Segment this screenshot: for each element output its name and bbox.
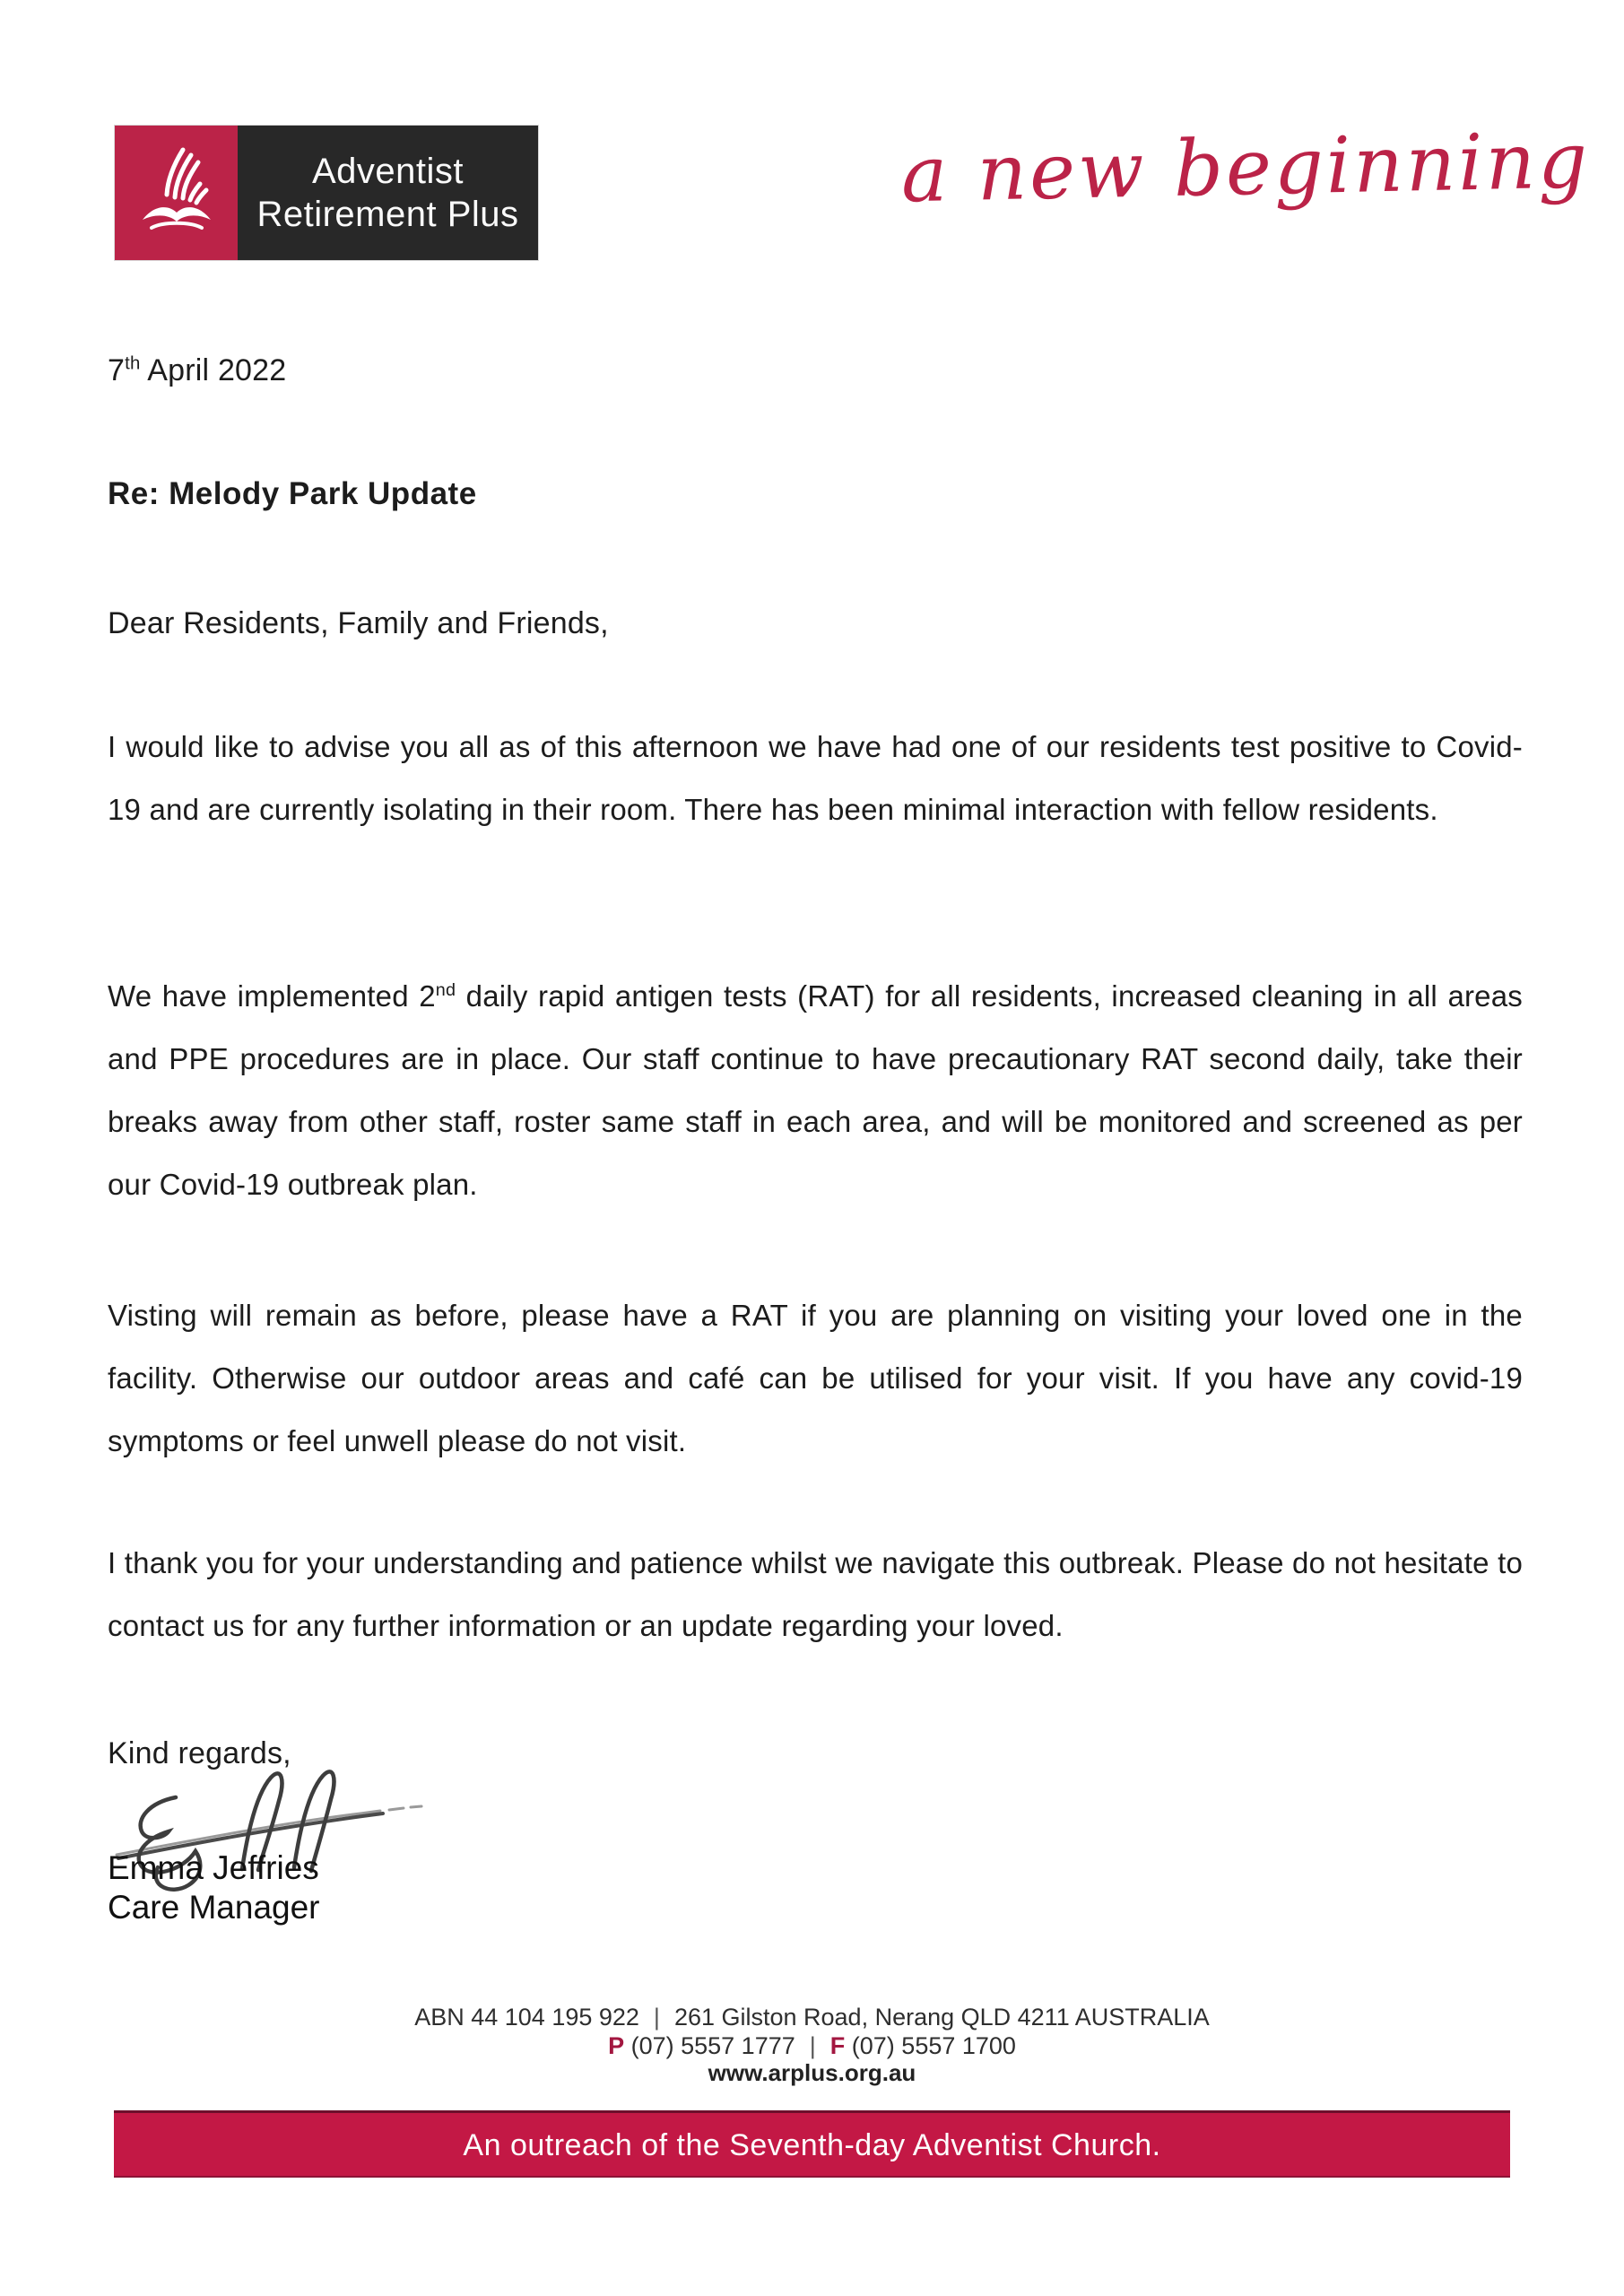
- street-address: 261 Gilston Road, Nerang QLD 4211 AUSTRALIA: [673, 2004, 1210, 2031]
- salutation: Dear Residents, Family and Friends,: [108, 606, 609, 640]
- logo-line2: Retirement Plus: [256, 195, 519, 234]
- footer-separator: |: [809, 2032, 816, 2059]
- signer-name: Emma Jeffries: [108, 1849, 319, 1886]
- phone-label: P: [608, 2032, 625, 2059]
- paragraph-2: [108, 965, 1523, 1216]
- tagline-script: a new beginning: [900, 116, 1592, 221]
- logo-line1: Adventist: [311, 152, 465, 191]
- footer-abn-address: [0, 2004, 1624, 2031]
- paragraph-2-superscript: nd: [435, 980, 456, 1000]
- outreach-banner: An outreach of the Seventh-day Adventist Church.: [114, 2110, 1510, 2178]
- subject-line: Re: Melody Park Update: [108, 476, 477, 511]
- fax-number: (07) 5557 1700: [851, 2032, 1016, 2059]
- date-rest: April 2022: [140, 353, 287, 387]
- phone-number: (07) 5557 1777: [630, 2032, 795, 2059]
- fax-label: F: [829, 2032, 846, 2059]
- date-day: 7: [108, 353, 126, 387]
- letter-date: [108, 339, 286, 402]
- logo-wordmark: [238, 126, 538, 260]
- paragraph-2-pre: We have implemented 2: [108, 979, 436, 1013]
- footer-phone-fax: [0, 2032, 1624, 2060]
- paragraph-1: I would like to advise you all as of this afternoon we have had one of our residents test positive to Covid-19 and are currently isolating in their room. There has been minimal interaction with fellow residents.: [108, 730, 1523, 826]
- abn-number: ABN 44 104 195 922: [414, 2004, 639, 2031]
- adventist-flame-book-icon: [115, 126, 238, 260]
- closing-line: Kind regards,: [108, 1736, 291, 1770]
- date-ordinal: th: [125, 353, 141, 374]
- paragraph-2-post: daily rapid antigen tests (RAT) for all residents, increased cleaning in all areas and PPE procedures are in place. Our staff continue to have precautionary RAT second daily, take their breaks away from other staff, roster same staff in each area, and will be monitored and screened as per our Covid-19 outbreak plan.: [108, 979, 1523, 1201]
- footer-website: www.arplus.org.au: [708, 2059, 916, 2086]
- paragraph-4: I thank you for your understanding and patience whilst we navigate this outbreak. Please do not hesitate to contact us for any further information or an update regarding your loved.: [108, 1546, 1523, 1642]
- signer-title: Care Manager: [108, 1889, 320, 1926]
- paragraph-3: Visting will remain as before, please have a RAT if you are planning on visiting your loved one in the facility. Otherwise our outdoor areas and café can be utilised for your visit. If you have any covid-19 symptoms or feel unwell please do not visit.: [108, 1299, 1523, 1457]
- footer-separator: |: [653, 2004, 660, 2031]
- arplus-logo: [115, 126, 538, 260]
